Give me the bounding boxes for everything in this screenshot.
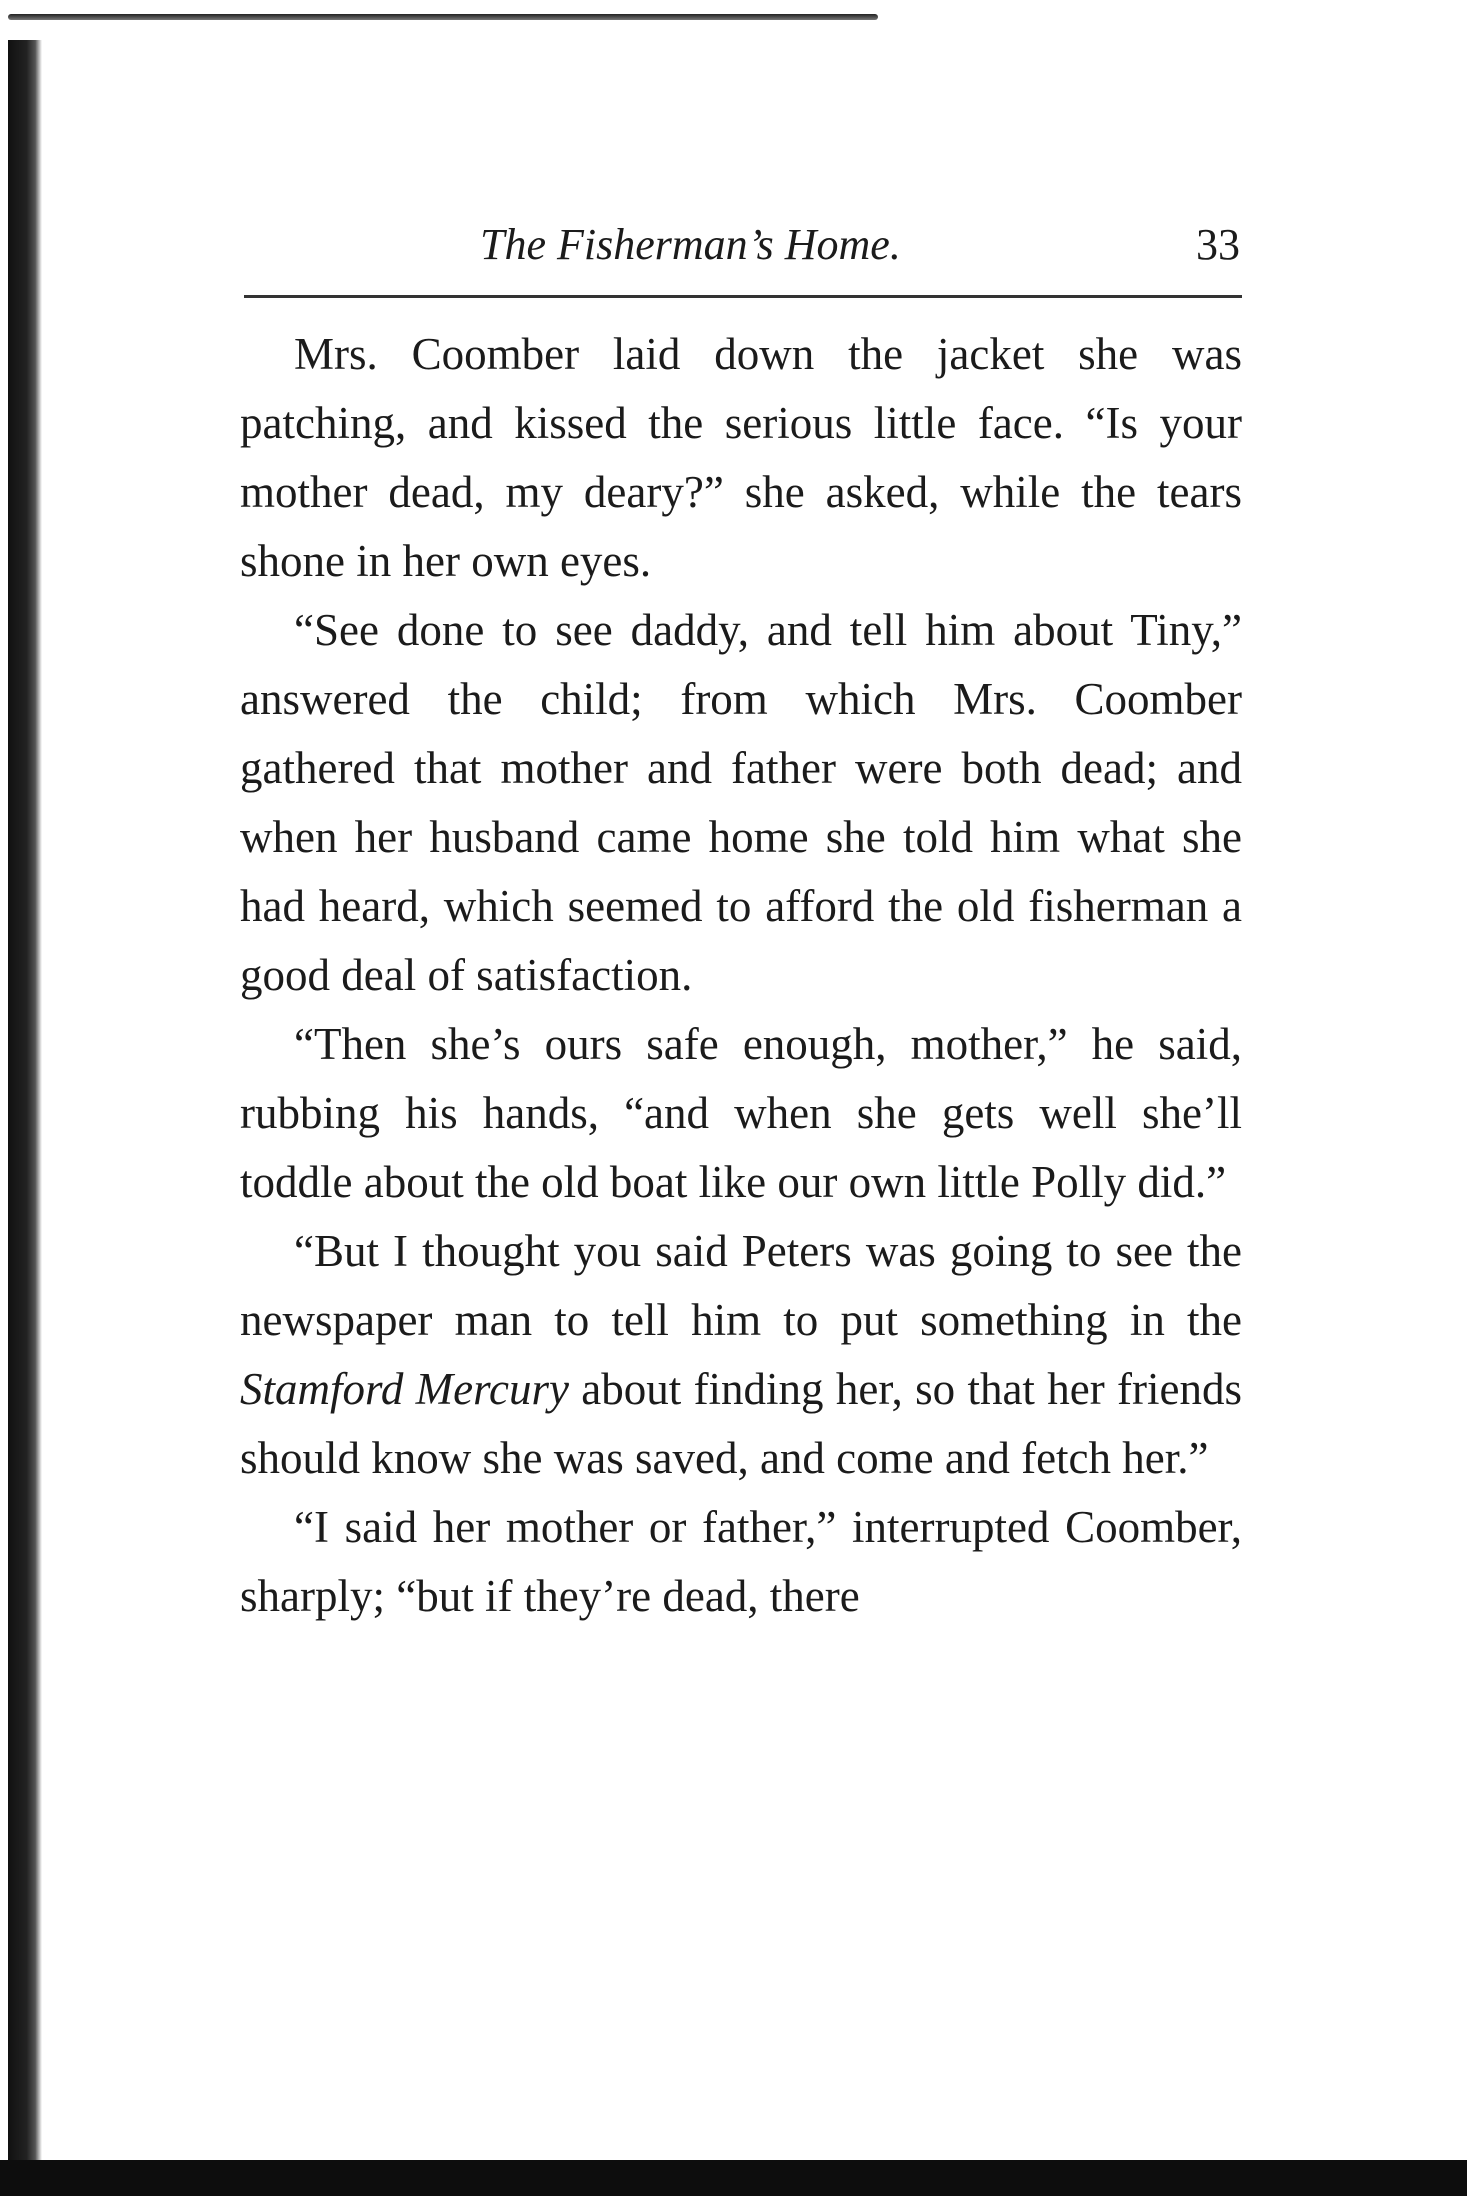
binding-edge	[8, 40, 42, 2170]
paragraph-text: about finding her, so that her friends should know she was saved, and come and fetch her.”	[240, 1364, 1243, 1483]
body-text	[240, 320, 1242, 1631]
paragraph: “See done to see daddy, and tell him about Tiny,” answered the child; from which Mrs. Coomber gathered that mother and father were both dead; and when her husband came home she told him what she had heard, which seemed to afford the old fisherman a good deal of satisfaction.	[240, 605, 1242, 1000]
paragraph-text: “But I thought you said Peters was going to see the newspaper man to tell him to put something in the	[240, 1226, 1242, 1345]
paragraph: “Then she’s ours safe enough, mother,” he said, rubbing his hands, “and when she gets well she’ll toddle about the old boat like our own little Polly did.”	[240, 1019, 1242, 1207]
paragraph: Mrs. Coomber laid down the jacket she was patching, and kissed the serious little face. “Is your mother dead, my deary?” she asked, while the tears shone in her own eyes.	[240, 329, 1242, 586]
header-rule	[244, 295, 1242, 298]
paragraph	[240, 1217, 1242, 1493]
running-title: The Fisherman’s Home.	[480, 220, 901, 269]
page-edge-top	[8, 14, 878, 20]
running-head	[240, 210, 1240, 280]
page-edge-bottom	[0, 2160, 1467, 2196]
newspaper-title: Stamford Mercury	[240, 1364, 569, 1414]
paragraph: “I said her mother or father,” interrupted Coomber, sharply; “but if they’re dead, there	[240, 1502, 1242, 1621]
page-number: 33	[1196, 220, 1240, 269]
